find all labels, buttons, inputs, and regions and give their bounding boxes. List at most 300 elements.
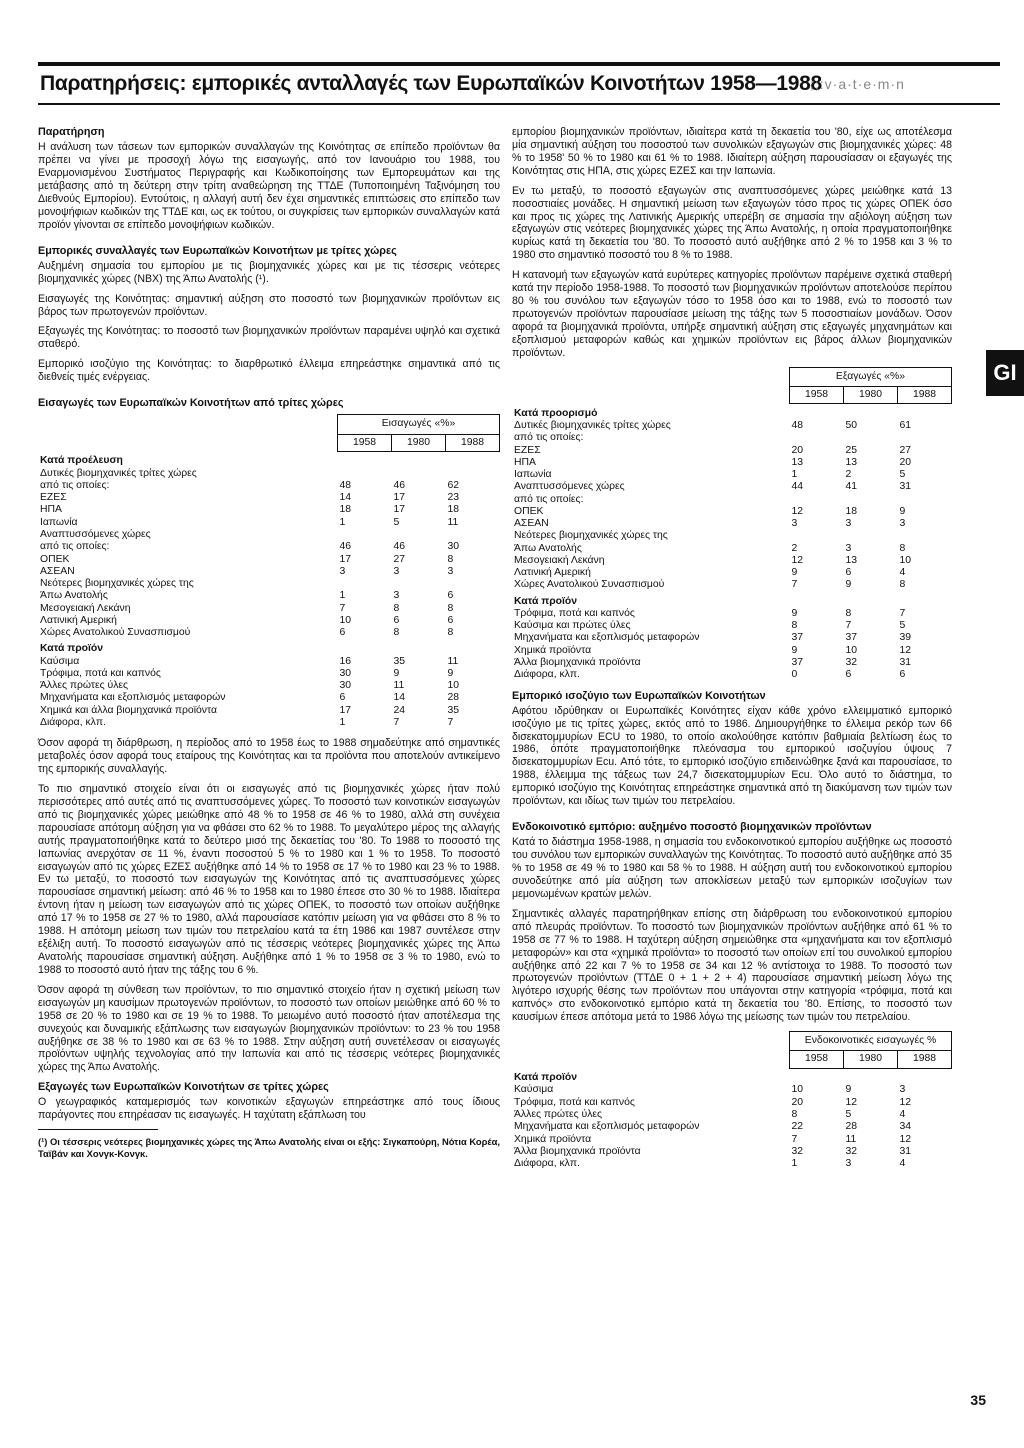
table-cell: 10 xyxy=(447,680,460,692)
table-cell: 3 xyxy=(845,542,852,554)
table-cell xyxy=(790,530,844,542)
table-cell: 9 xyxy=(393,667,400,679)
table-cell xyxy=(790,494,844,506)
table-cell: 10 xyxy=(339,614,352,626)
table-row-label: Διάφορα, κλπ. xyxy=(40,716,106,728)
table-row xyxy=(512,669,952,681)
table-cell: 30 xyxy=(339,680,352,692)
table-cell xyxy=(790,432,844,444)
table-cell: 10 xyxy=(845,644,858,656)
table-cell: 8 xyxy=(899,579,906,591)
table-row-label: Νεότερες βιομηχανικές χώρες της xyxy=(514,530,668,542)
table-cell xyxy=(392,468,446,480)
table-row xyxy=(512,579,952,591)
table-row xyxy=(512,420,952,432)
table-row xyxy=(512,567,952,579)
table-row xyxy=(512,620,952,632)
table-cell: 2 xyxy=(791,542,798,554)
table-row-label: Λατινική Αμερική xyxy=(40,614,117,626)
body-paragraph: Αφότου ιδρύθηκαν οι Ευρωπαϊκές Κοινότητες είχαν κάθε χρόνο ελλειμματικό εμπορικό ισοζύγιο με τις τρίτες χώρες, εκτός από το 1986. Δημιουργήθηκε το έλλειμα ρεκόρ των 66 δισεκατομμυρίων ECU το 1980, το οποίο ακολούθησε κατόπιν βαθμιαία βελτίωση έως το 1986, όπότε πραγματοποιήθηκε πλεόνασμα του εμπορικού ισοζυγίου ύψους 7 δισεκατομμυρίων Ecu. Από τότε, το εμπορικό ισοζύγιο επιδεινώθηκε ξανά και παρουσίασε, το 1988, έλλειμμα της τάξεως των 24,7 δισεκατομμυρίων Ecu. Όλο αυτό το διάστημα, το εμπορικό ισοζύγιο της Κοινότητας επηρεάστηκε σημαντικά από τη διακύμανση των τιμών των προϊόντων, και ιδίως των τιμών του πετρελαίου. xyxy=(512,704,952,808)
table-cell: 48 xyxy=(339,479,352,491)
table-row xyxy=(38,668,500,680)
table-row xyxy=(512,1097,952,1109)
table-cell: 1 xyxy=(339,590,346,602)
table-cell: 12 xyxy=(791,505,804,517)
table-cell: 18 xyxy=(447,504,460,516)
table-row xyxy=(38,529,500,541)
table-cell: 48 xyxy=(791,419,804,431)
table-cell: 7 xyxy=(339,602,346,614)
table-group-header: Εισαγωγές «%» xyxy=(338,415,500,434)
table-row xyxy=(512,1109,952,1121)
table-cell: 13 xyxy=(791,456,804,468)
table-row xyxy=(38,615,500,627)
table-year-header: 1980 xyxy=(844,386,898,403)
table-cell: 6 xyxy=(447,590,454,602)
table-cell xyxy=(790,1068,844,1084)
table-cell: 24 xyxy=(393,704,406,716)
body-paragraph: Ο γεωγραφικός καταμερισμός των κοινοτικών εξαγωγών επηρεάστηκε από τους ίδιους παράγοντες που επηρέασαν τις εισαγωγές. Η ταχύτατη εξάπλωση του xyxy=(38,1096,500,1122)
table-cell: 17 xyxy=(393,504,406,516)
table-row xyxy=(512,608,952,620)
table-row xyxy=(38,705,500,717)
table-row xyxy=(38,504,500,516)
table-cell: 37 xyxy=(791,632,804,644)
table-row-label: Χημικά προϊόντα xyxy=(514,1133,592,1145)
table-cell xyxy=(844,432,898,444)
table-row-label: Δυτικές βιομηχανικές τρίτες χώρες xyxy=(514,419,671,431)
table-cell: 20 xyxy=(791,444,804,456)
table-cell: 3 xyxy=(791,518,798,530)
table-row-label: από τις οποίες: xyxy=(40,541,110,553)
table-cell: 9 xyxy=(791,607,798,619)
table-cell: 32 xyxy=(791,1145,804,1157)
table-cell xyxy=(338,578,392,590)
table-row-label: Καύσιμα και πρώτες ύλες xyxy=(514,620,631,632)
table-year-header: 1958 xyxy=(790,386,844,403)
table-row xyxy=(512,445,952,457)
table-cell: 18 xyxy=(845,505,858,517)
table-row-label: ΑΣΕΑΝ xyxy=(514,518,549,530)
page-number: 35 xyxy=(970,1392,986,1408)
intra-heading: Ενδοκοινοτικό εμπόριο: αυξημένο ποσοστό βιομηχανικών προϊόντων xyxy=(512,821,872,834)
table-row-label: από τις οποίες: xyxy=(514,432,584,444)
table-cell: 8 xyxy=(845,607,852,619)
table-section-label: Κατά προϊόν xyxy=(40,643,104,655)
table-cell: 2 xyxy=(845,469,852,481)
table-row-label: Χώρες Ανατολικού Συνασπισμού xyxy=(514,579,665,591)
table-row-label: Αναπτυσσόμενες χώρες xyxy=(514,481,625,493)
table-year-header: 1980 xyxy=(392,434,446,451)
imports-heading: Εισαγωγές των Ευρωπαϊκών Κοινοτήτων από τρίτες χώρες xyxy=(38,397,344,410)
table-row-label: Τρόφιμα, ποτά και καπνός xyxy=(40,667,161,679)
table-row-label: Μεσογειακή Λεκάνη xyxy=(514,554,605,566)
table-cell xyxy=(844,1068,898,1084)
table-cell: 8 xyxy=(899,542,906,554)
table-row xyxy=(38,639,500,655)
table-cell: 1 xyxy=(791,1158,798,1170)
left-column xyxy=(38,126,500,1159)
table-row-label: ΗΠΑ xyxy=(514,456,536,468)
table-row xyxy=(512,1068,952,1084)
body-paragraph: Όσον αφορά τη σύνθεση των προϊόντων, το πιο σημαντικό στοιχείο ήταν η σχετική μείωση των εισαγωγών μη καυσίμων πρωτογενών προϊόντων, το ποσοστό των οποίων μειώθηκε από 60 % το 1958 σε 20 % το 1980 και σε 19 % το 1988. Το μειωμένο αυτό ποσοστό ήταν αποτέλεσμα της συνεχούς και δυναμικής εξάπλωσης των εισαγωγών βιομηχανικών προϊόντων: το 23 % του 1958 αυξήθηκε σε 38 % το 1980 και σε 63 % το 1988. Στην αύξηση αυτή συνετέλεσαν οι εισαγωγές προϊόντων υψηλής τεχνολογίας από την Ιαπωνία και από τις τέσσερις νεότερες βιομηχανικές χώρες της Άπω Ανατολής. xyxy=(38,983,500,1074)
trade-paragraph: Εισαγωγές της Κοινότητας: σημαντική αύξηση στο ποσοστό των βιομηχανικών προϊόντων εις βάρος των πρωτογενών προϊόντων. xyxy=(38,292,500,318)
table-row-label: Άπω Ανατολής xyxy=(514,542,582,554)
table-cell xyxy=(446,451,500,467)
table-corner-cell xyxy=(38,415,338,434)
table-cell: 20 xyxy=(791,1096,804,1108)
table-row xyxy=(38,627,500,639)
table-row-label: Χημικά προϊόντα xyxy=(514,644,592,656)
table-cell: 22 xyxy=(791,1121,804,1133)
table-row-label: Άλλες πρώτες ύλες xyxy=(40,680,129,692)
table-cell xyxy=(338,529,392,541)
table-cell xyxy=(338,468,392,480)
table-cell: 5 xyxy=(845,1109,852,1120)
table-cell: 6 xyxy=(845,567,852,579)
table-year-header: 1988 xyxy=(898,386,952,403)
table-cell: 50 xyxy=(845,419,858,431)
table-cell: 7 xyxy=(447,716,454,728)
table-row xyxy=(38,566,500,578)
table-row-label: Ιαπωνία xyxy=(514,469,552,481)
table-cell: 6 xyxy=(845,669,852,681)
table-row-label: ΕΖΕΣ xyxy=(514,444,541,456)
table-cell: 3 xyxy=(447,565,454,577)
table-cell xyxy=(338,639,392,655)
table-cell xyxy=(392,639,446,655)
trade-heading: Εμπορικές συναλλαγές των Ευρωπαϊκών Κοινοτήτων με τρίτες χώρες xyxy=(38,244,397,257)
page-title: Παρατηρήσεις: εμπορικές ανταλλαγές των Ευρωπαϊκών Κοινοτήτων 1958—1988 xyxy=(40,72,822,95)
table-row-label: Άλλα βιομηχανικά προϊόντα xyxy=(514,1145,641,1157)
table-cell xyxy=(844,530,898,542)
table-cell xyxy=(844,592,898,608)
table-cell xyxy=(338,451,392,467)
table-cell: 10 xyxy=(899,554,912,566)
table-cell: 1 xyxy=(339,516,346,528)
body-paragraph: Σημαντικές αλλαγές παρατηρήθηκαν επίσης στη διάρθρωση του ενδοκοινοτικού εμπορίου από πλευράς προϊόντων. Το ποσοστό των βιομηχανικών προϊόντων αυξήθηκε από 61 % το 1958 σε 77 % το 1988. Η ταχύτερη αύξηση σημειώθηκε στα «μηχανήματα και τον εξοπλισμό μεταφορών» και στα «χημικά προϊόντα» το ποσοστό των οποίων επί του συνολικού εμπορίου αυξήθηκε από 22 και 7 % το 1958 σε 34 και 12 % αντίστοιχα το 1988. Το ποσοστό των πρωτογενών προϊόντων (ΤΤΔΕ 0 + 1 + 2 + 4) παρουσίασε σημαντική μείωση λόγω της λιγότερο ισχυρής θέσης των προϊόντων που υπάγονται στην κατηγορία «τρόφιμα, ποτά και καπνός» στο ενδοκοινοτικό εμπόριο κατά τη δεκαετία του '80. Επίσης, το ποσοστό των καυσίμων έπεσε απότομα μετά το 1986 λόγω της μείωσης των τιμών του πετρελαίου. xyxy=(512,907,952,1024)
table-cell xyxy=(446,468,500,480)
table-row xyxy=(512,469,952,481)
table-corner-cell xyxy=(512,386,790,403)
table-cell xyxy=(446,529,500,541)
table-cell: 9 xyxy=(791,567,798,579)
table-cell xyxy=(790,404,844,420)
table-year-header: 1958 xyxy=(790,1051,844,1068)
table-cell: 8 xyxy=(791,620,798,632)
table-cell: 8 xyxy=(393,602,400,614)
table-cell: 39 xyxy=(899,632,912,644)
table-cell: 10 xyxy=(791,1084,804,1096)
table-cell: 6 xyxy=(339,627,346,639)
table-row-label: ΑΣΕΑΝ xyxy=(40,565,75,577)
table-cell: 61 xyxy=(899,419,912,431)
table-cell: 31 xyxy=(899,481,912,493)
table-row xyxy=(512,1121,952,1133)
table-cell: 8 xyxy=(447,553,454,565)
table-cell: 9 xyxy=(845,1084,852,1096)
table-cell: 32 xyxy=(845,1145,858,1157)
table-row xyxy=(512,404,952,420)
table-cell: 8 xyxy=(447,602,454,614)
table-row xyxy=(38,590,500,602)
table-cell xyxy=(898,530,952,542)
table-cell: 1 xyxy=(339,716,346,728)
observation-text: Η ανάλυση των τάσεων των εμπορικών συναλλαγών της Κοινότητας σε επίπεδο προϊόντων θα πρέπει να γίνει με προσοχή λόγω της εισαγωγής, από τον Ιανουάριο του 1988, του Εναρμονισμένου Συστήματος Περιγραφής και Κωδικοποίησης των Εμπορευμάτων και της μετάβασης από τη δεύτερη στην τρίτη αναθεώρηση της ΤΤΔΕ (Τυποποιημένη Ταξινόμηση του Διεθνούς Εμπορίου). Εντούτοις, η αλλαγή αυτή δεν έχει σημαντικές επιπτώσεις στο επίπεδο των μονοψήφιων κωδικών της ΤΤΔΕ και, ως εκ τούτου, οι συγκρίσεις των εμπορικών συναλλαγών κατά προϊόν γίνονται σε επίπεδο μονοψήφιων κωδικών. xyxy=(38,141,500,231)
table-cell: 5 xyxy=(393,516,400,528)
table-cell: 27 xyxy=(393,553,406,565)
table-section-label: Κατά προϊόν xyxy=(514,1072,578,1084)
body-paragraph: Εν τω μεταξύ, το ποσοστό εξαγωγών στις αναπτυσσόμενες χώρες μειώθηκε κατά 13 ποσοστιαίες μονάδες. Η σημαντική μείωση των εξαγωγών τόσο προς τις χώρες ΟΠΕΚ όσο και προς τις χώρες της Λατινικής Αμερικής υπερέβη σε σημασία την αξιόλογη αύξηση των εξαγωγών στις νεότερες βιομηχανικές χώρες της Άπω Ανατολής, η οποία πραγματοποιήθηκε κυρίως κατά τη δεκαετία του '80. Το ποσοστό αυτό αυξήθηκε από 2 % το 1958 και 3 % το 1980 στο σημαντικό ποσοστό του 8 % το 1988. xyxy=(512,184,952,262)
table-row-label: Άπω Ανατολής xyxy=(40,590,108,602)
table-cell: 46 xyxy=(339,541,352,553)
table-row-label: Λατινική Αμερική xyxy=(514,567,591,579)
table-cell: 31 xyxy=(899,657,912,669)
table-cell: 13 xyxy=(845,456,858,468)
table-row-label: Μηχανήματα και εξοπλισμός μεταφορών xyxy=(514,1121,700,1133)
stamp-mark: ;;:v·a·t·e·m·n xyxy=(810,76,905,92)
table-group-header: Ενδοκοινοτικές εισαγωγές % xyxy=(790,1032,952,1051)
table-cell: 17 xyxy=(393,492,406,504)
table-cell xyxy=(898,1068,952,1084)
table-cell: 3 xyxy=(845,518,852,530)
table-cell: 11 xyxy=(447,655,459,667)
table-row-label: από τις οποίες: xyxy=(40,479,110,491)
table-row xyxy=(512,432,952,444)
table-row xyxy=(38,578,500,590)
table-cell: 12 xyxy=(899,1133,912,1145)
table-row xyxy=(512,518,952,530)
table-row xyxy=(38,603,500,615)
table-cell: 3 xyxy=(393,590,400,602)
table-cell: 37 xyxy=(845,632,858,644)
table-cell: 3 xyxy=(845,1158,852,1170)
table-row xyxy=(38,492,500,504)
table-row xyxy=(512,657,952,669)
table-cell: 17 xyxy=(339,704,352,716)
table-row xyxy=(38,656,500,668)
table-row-label: Καύσιμα xyxy=(514,1084,554,1096)
table-cell: 3 xyxy=(393,565,400,577)
table-row-label: Άλλες πρώτες ύλες xyxy=(514,1109,603,1120)
table-cell xyxy=(392,529,446,541)
table-cell: 18 xyxy=(339,504,352,516)
table-cell: 4 xyxy=(899,1109,906,1120)
table-cell: 30 xyxy=(339,667,352,679)
table-cell xyxy=(844,494,898,506)
table-cell xyxy=(446,578,500,590)
table-cell: 11 xyxy=(447,516,459,528)
table-row-label: Τρόφιμα, ποτά και καπνός xyxy=(514,607,635,619)
table-cell: 5 xyxy=(899,469,906,481)
table-cell xyxy=(898,432,952,444)
table-cell: 8 xyxy=(447,627,454,639)
language-tab: GI xyxy=(986,350,1024,396)
table-cell: 4 xyxy=(899,1158,906,1170)
table-row-label: ΟΠΕΚ xyxy=(514,505,544,517)
table-cell: 7 xyxy=(393,716,400,728)
table-cell xyxy=(790,592,844,608)
table-cell: 25 xyxy=(845,444,858,456)
table-cell xyxy=(392,451,446,467)
table-cell: 6 xyxy=(393,614,400,626)
balance-heading: Εμπορικό ισοζύγιο των Ευρωπαϊκών Κοινοτήτων xyxy=(512,689,766,702)
footnote: (¹) Οι τέσσερις νεότερες βιομηχανικές χώρες της Άπω Ανατολής είναι οι εξής: Σιγκαπούρη, Νότια Κορέα, Ταϊβάν και Χονγκ-Κονγκ. xyxy=(38,1136,501,1159)
table-row-label: Δυτικές βιομηχανικές τρίτες χώρες xyxy=(40,467,197,479)
table-row xyxy=(38,541,500,553)
table-row xyxy=(38,554,500,566)
table-cell: 12 xyxy=(899,644,912,656)
table-cell: 23 xyxy=(447,492,460,504)
table-cell: 4 xyxy=(899,567,906,579)
table-cell: 12 xyxy=(791,554,804,566)
table-cell: 31 xyxy=(899,1145,912,1157)
table-cell xyxy=(898,404,952,420)
table-cell: 5 xyxy=(899,620,906,632)
table-row xyxy=(38,717,500,729)
table-row-label: Μεσογειακή Λεκάνη xyxy=(40,602,131,614)
table-cell: 3 xyxy=(899,1084,906,1096)
trade-paragraph: Αυξημένη σημασία του εμπορίου με τις βιομηχανικές χώρες και με τις τέσσερις νεότερες βιομηχανικές χώρες (ΝΒΧ) της Άπω Ανατολής (¹). xyxy=(38,259,500,285)
footnote-rule xyxy=(38,1129,158,1134)
table-row-label: ΕΖΕΣ xyxy=(40,492,67,504)
table-cell: 13 xyxy=(845,554,858,566)
table-year-header: 1958 xyxy=(338,434,392,451)
table-row xyxy=(512,481,952,493)
table-row xyxy=(512,457,952,469)
table-cell: 12 xyxy=(899,1096,912,1108)
exports-heading: Εξαγωγές των Ευρωπαϊκών Κοινοτήτων σε τρίτες χώρες xyxy=(38,1081,329,1094)
table-row-label: Διάφορα, κλπ. xyxy=(514,1158,580,1170)
table-corner-cell xyxy=(512,367,790,386)
table-cell: 14 xyxy=(393,692,406,704)
table-row xyxy=(512,543,952,555)
table-cell: 20 xyxy=(899,456,912,468)
intra-table xyxy=(512,1031,952,1170)
table-row-label: Ιαπωνία xyxy=(40,516,78,528)
table-cell: 7 xyxy=(845,620,852,632)
table-corner-cell xyxy=(512,1032,790,1051)
table-cell: 8 xyxy=(791,1109,798,1120)
table-section-label: Κατά προϊόν xyxy=(514,595,578,607)
table-row-label: Μηχανήματα και εξοπλισμός μεταφορών xyxy=(514,632,700,644)
body-paragraph: Κατά το διάστημα 1958-1988, η σημασία του ενδοκοινοτικού εμπορίου αυξήθηκε ως ποσοστό του συνόλου των εμπορικών συναλλαγών της Κοινότητας. Το ποσοστό αυτό αυξήθηκε από 35 % το 1958 σε 49 % το 1980 και 58 % το 1988. Η αύξηση αυτή του ενδοκοινοτικού εμπορίου συνοδεύτηκε από μία αύξηση των αποκλίσεων μεταξύ των εμπορικών ισοζυγίων των μεμονωμένων κρατών μελών. xyxy=(512,836,952,900)
table-section-label: Κατά προορισμό xyxy=(514,407,598,419)
table-row-label: Καύσιμα xyxy=(40,655,80,667)
table-row xyxy=(38,692,500,704)
table-cell: 3 xyxy=(899,518,906,530)
table-cell: 16 xyxy=(339,655,352,667)
table-cell: 1 xyxy=(791,469,798,481)
table-row-label: ΗΠΑ xyxy=(40,504,62,516)
table-row xyxy=(512,555,952,567)
table-cell: 27 xyxy=(899,444,912,456)
table-cell: 28 xyxy=(447,692,460,704)
table-cell xyxy=(898,494,952,506)
table-cell xyxy=(898,592,952,608)
table-row xyxy=(38,451,500,467)
table-row xyxy=(512,1134,952,1146)
table-corner-cell xyxy=(512,1051,790,1068)
table-cell: 11 xyxy=(393,680,405,692)
table-cell: 9 xyxy=(899,505,906,517)
table-row-label: ΟΠΕΚ xyxy=(40,553,70,565)
table-row xyxy=(512,1146,952,1158)
table-cell: 17 xyxy=(339,553,352,565)
trade-paragraph: Εξαγωγές της Κοινότητας: το ποσοστό των βιομηχανικών προϊόντων παραμένει υψηλό και σχετικά σταθερό. xyxy=(38,325,500,351)
body-paragraph: εμπορίου βιομηχανικών προϊόντων, ιδιαίτερα κατά τη δεκαετία του '80, είχε ως αποτέλεσμα μία σημαντική αύξηση του ποσοστού των συνολικών εξαγωγών στις βιομηχανικές χώρες: 48 % το 1958' 50 % το 1980 και 61 % το 1988. Ιδιαίτερη αύξηση παρουσίασαν οι εξαγωγές της Κοινότητας στις ΗΠΑ, στις χώρες ΕΖΕΣ και την Ιαπωνία. xyxy=(512,126,952,177)
table-row xyxy=(512,494,952,506)
table-row xyxy=(512,632,952,644)
table-row xyxy=(512,530,952,542)
table-row-label: Τρόφιμα, ποτά και καπνός xyxy=(514,1096,635,1108)
table-cell: 46 xyxy=(393,541,406,553)
table-group-header: Εξαγωγές «%» xyxy=(790,367,952,386)
table-row-label: Μηχανήματα και εξοπλισμός μεταφορών xyxy=(40,692,226,704)
table-cell: 0 xyxy=(791,669,798,681)
trade-paragraph: Εμπορικό ισοζύγιο της Κοινότητας: το διαρθρωτικό έλλειμα επηρεάστηκε σημαντικά από τις διεθνείς τιμές ενέργειας. xyxy=(38,358,500,384)
table-row-label: Χώρες Ανατολικού Συνασπισμού xyxy=(40,627,191,639)
exports-table xyxy=(512,367,952,682)
table-row-label: Νεότερες βιομηχανικές χώρες της xyxy=(40,578,194,590)
table-cell: 7 xyxy=(791,579,798,591)
table-cell: 41 xyxy=(845,481,858,493)
table-row xyxy=(38,468,500,480)
table-cell: 7 xyxy=(899,607,906,619)
table-cell: 8 xyxy=(393,627,400,639)
table-cell: 11 xyxy=(845,1133,857,1145)
table-cell xyxy=(844,404,898,420)
body-paragraph: Το πιο σημαντικό στοιχείο είναι ότι οι εισαγωγές από τις βιομηχανικές χώρες ήταν πολύ περισσότερες από αυτές από τις αναπτυσσόμενες χώρες. Το ποσοστό των κοινοτικών εισαγωγών από τις βιομηχανικές χώρες μειώθηκε από 48 % το 1958 σε 46 % το 1980, αλλά στη συνέχεια παρουσίασε απότομη αύξηση για να φθάσει στο 62 % το 1988. Το μεγαλύτερο μέρος της αλλαγής αυτής πραγματοποιήθηκε κατά το δεύτερο μισό της δεκαετίας του '80. Το 1988 το ποσοστό της Ιαπωνίας ανερχόταν σε 11 %, έναντι ποσοστού 5 % το 1980 και 1 % το 1958. Το ποσοστό εισαγωγών από τις χώρες ΕΖΕΣ αυξήθηκε από 14 % το 1958 σε 17 % το 1980 και 23 % το 1988. Εν τω μεταξύ, το ποσοστό των εισαγωγών της Κοινότητας από τις αναπτυσσόμενες χώρες παρουσίασε σημαντική μείωση: από 46 % το 1958 και το 1980 έπεσε στο 30 % το 1988. Ιδιαίτερα έντονη ήταν η μείωση των εισαγωγών από τις χώρες ΟΠΕΚ, το ποσοστό των οποίων αυξήθηκε από 17 % το 1958 σε 27 % το 1980, αλλά παρουσίασε κατόπιν μείωση για να φθάσει στο 8 % το 1988. Η απότομη μείωση των τιμών του πετρελαίου κατά τα έτη 1986 και 1987 συντέλεσε στην εξέλιξη αυτή. Το ποσοστό εισαγωγών από τις τέσσερις νεότερες βιομηχανικές χώρες της Άπω Ανατολής παρουσίασε σημαντική αύξηση. Αυξήθηκε από 1 % το 1958 σε 3 % το 1980, ενώ το 1988 το ποσοστό αυτό ήταν της τάξης του 6 %. xyxy=(38,782,500,976)
table-cell: 7 xyxy=(791,1133,798,1145)
table-cell: 28 xyxy=(845,1121,858,1133)
table-section-label: Κατά προέλευση xyxy=(40,455,123,467)
table-cell xyxy=(392,578,446,590)
right-column xyxy=(512,126,952,1178)
table-cell: 34 xyxy=(899,1121,912,1133)
table-row-label: Χημικά και άλλα βιομηχανικά προϊόντα xyxy=(40,704,217,716)
table-row xyxy=(512,1084,952,1096)
table-row xyxy=(38,480,500,492)
table-row-label: Άλλα βιομηχανικά προϊόντα xyxy=(514,657,641,669)
table-row xyxy=(512,506,952,518)
table-cell: 12 xyxy=(845,1096,858,1108)
table-cell: 32 xyxy=(845,657,858,669)
table-year-header: 1980 xyxy=(844,1051,898,1068)
table-row-label: Αναπτυσσόμενες χώρες xyxy=(40,528,151,540)
table-row xyxy=(512,645,952,657)
table-row xyxy=(38,680,500,692)
table-cell: 6 xyxy=(447,614,454,626)
table-cell: 35 xyxy=(393,655,406,667)
body-paragraph: Η κατανομή των εξαγωγών κατά ευρύτερες κατηγορίες προϊόντων παρέμεινε σχετικά σταθερή κατά την περίοδο 1958-1988. Το ποσοστό των βιομηχανικών προϊόντων αποτελούσε περίπου 80 % του συνόλου των εξαγωγών τόσο το 1958 όσο και το 1988, ενώ το ποσοστό των πρωτογενών προϊόντων παρουσίασε μείωση της τάξης των 5 ποσοστιαίων μονάδων. Όσον αφορά τα βιομηχανικά προϊόντα, υπήρξε σημαντική αύξηση στις εξαγωγές μηχανημάτων και εξοπλισμού μεταφορών καθώς και χημικών προϊόντων εις βάρος άλλων βιομηχανικών προϊόντων. xyxy=(512,269,952,359)
table-corner-cell xyxy=(38,434,338,451)
table-year-header: 1988 xyxy=(446,434,500,451)
table-cell: 35 xyxy=(447,704,460,716)
table-row-label: Διάφορα, κλπ. xyxy=(514,669,580,681)
table-cell: 37 xyxy=(791,657,804,669)
table-cell: 3 xyxy=(339,565,346,577)
table-cell xyxy=(446,639,500,655)
table-cell: 9 xyxy=(791,644,798,656)
table-cell: 9 xyxy=(447,667,454,679)
body-paragraph: Όσον αφορά τη διάρθρωση, η περίοδος από το 1958 έως το 1988 σημαδεύτηκε από σημαντικές μεταβολές όσον αφορά τους εταίρους της Κοινότητας και τα προϊόντα που αποτελούν αντικείμενο της εμπορικής συναλλαγής. xyxy=(38,737,500,776)
table-cell: 9 xyxy=(845,579,852,591)
table-cell: 44 xyxy=(791,481,804,493)
table-cell: 6 xyxy=(899,669,906,681)
observation-heading: Παρατήρηση xyxy=(38,126,105,138)
imports-table xyxy=(38,414,500,729)
